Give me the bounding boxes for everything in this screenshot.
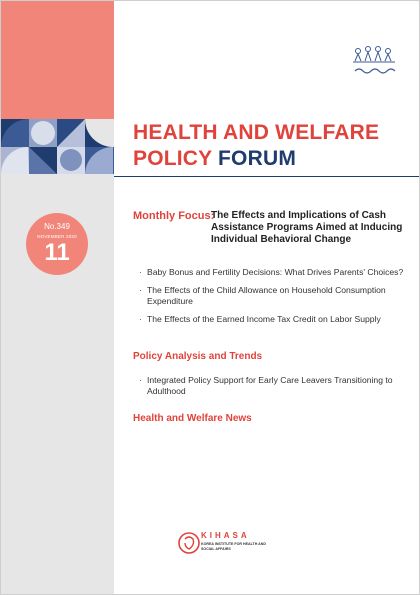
- policy-analysis-list: [139, 375, 409, 397]
- list-item: · The Effects of the Child Allowance on Household Consumption Expenditure: [139, 285, 386, 306]
- list-item-text: Integrated Policy Support for Early Care Leavers Transitioning to Adulthood: [147, 375, 393, 396]
- coral-header-block: [1, 1, 114, 119]
- geometric-pattern-icon: [1, 119, 114, 174]
- monthly-focus-title: The Effects and Implications of Cash Assistance Programs Aimed at Inducing Individual Behavioral Change: [211, 210, 403, 245]
- monthly-focus-list: [139, 267, 409, 325]
- issue-badge: [26, 213, 88, 275]
- title-forum: FORUM: [218, 147, 297, 170]
- issue-date: NOVEMBER 2020: [37, 234, 77, 239]
- ministry-logo-icon: [349, 43, 399, 83]
- title-policy: POLICY: [133, 147, 219, 170]
- list-item: · Baby Bonus and Fertility Decisions: What Drives Parents' Choices?: [139, 267, 404, 277]
- title-divider: [114, 176, 419, 177]
- publisher-name: KIHASA: [201, 531, 250, 540]
- news-heading: Health and Welfare News: [133, 413, 252, 424]
- monthly-focus-label: Monthly Focus:: [133, 210, 215, 222]
- list-item-text: The Effects of the Earned Income Tax Credit on Labor Supply: [147, 314, 381, 324]
- list-item: · Integrated Policy Support for Early Care Leavers Transitioning to Adulthood: [139, 375, 393, 396]
- journal-title-line-2: [133, 147, 296, 171]
- publisher-subtitle: KOREA INSTITUTE FOR HEALTH AND SOCIAL AFFAIRS: [201, 542, 266, 551]
- issue-month: 11: [44, 239, 70, 266]
- list-item-text: Baby Bonus and Fertility Decisions: What Drives Parents' Choices?: [147, 267, 404, 277]
- journal-title-line-1: HEALTH AND WELFARE: [133, 121, 380, 144]
- list-item-text: The Effects of the Child Allowance on Household Consumption Expenditure: [147, 285, 386, 306]
- issue-number: No.349: [44, 222, 70, 231]
- list-item: · The Effects of the Earned Income Tax Credit on Labor Supply: [139, 314, 381, 324]
- policy-analysis-heading: Policy Analysis and Trends: [133, 351, 263, 362]
